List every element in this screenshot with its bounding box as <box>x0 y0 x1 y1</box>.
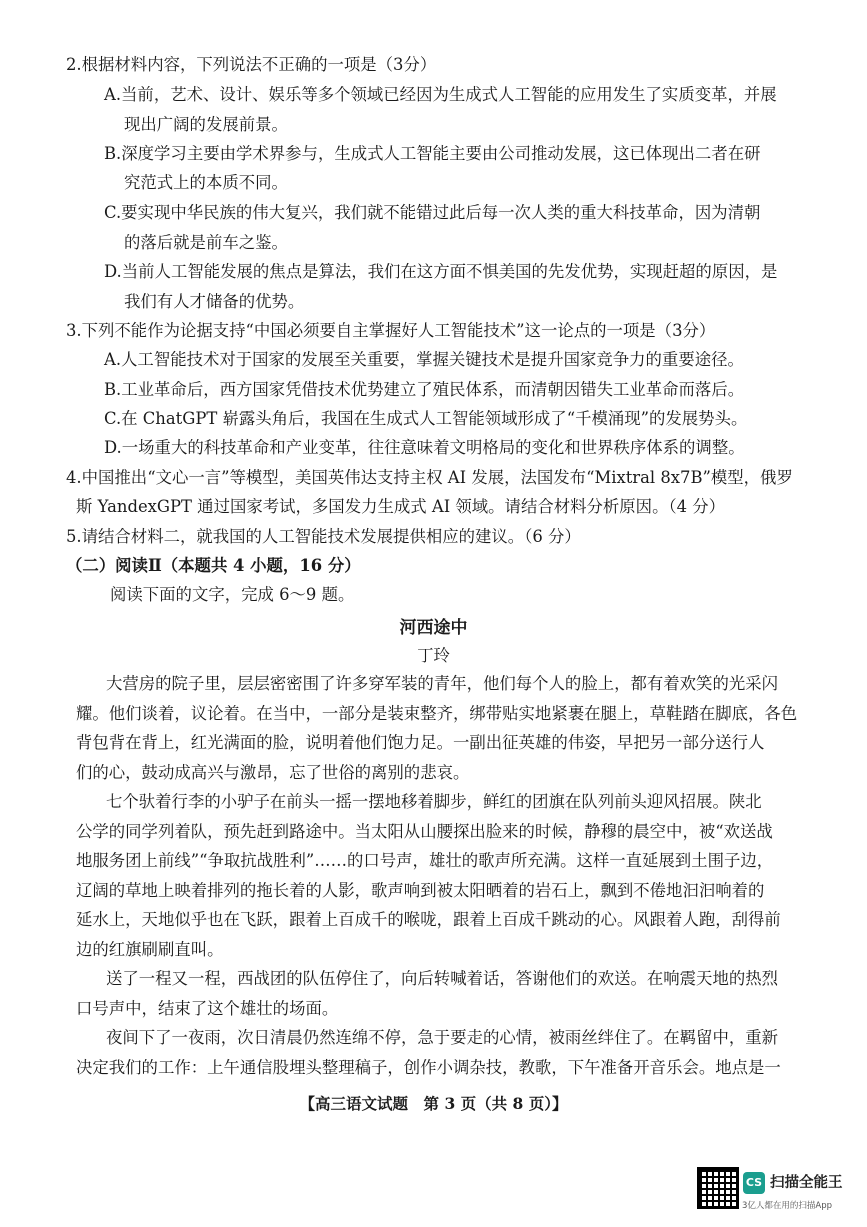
q2-option-b-cont: 究范式上的本质不同。 <box>124 173 288 192</box>
article-p1-line: 大营房的院子里，层层密密围了许多穿军装的青年，他们每个人的脸上，都有着欢笑的光采闪 <box>106 674 779 693</box>
camscanner-slogan: 3亿人都在用的扫描App <box>742 1201 833 1211</box>
article-p2-line: 辽阔的草地上映着排列的拖长着的人影，歌声响到被太阳晒着的岩石上，飘到不倦地汩汩响着的 <box>76 881 765 900</box>
camscanner-logo-icon: CS <box>743 1172 765 1194</box>
q3-option-b: B.工业革命后，西方国家凭借技术优势建立了殖民体系，而清朝因错失工业革命而落后。 <box>104 380 745 399</box>
camscanner-name: 扫描全能王 <box>770 1175 843 1191</box>
article-p1-line: 耀。他们谈着，议论着。在当中，一部分是装束整齐，绑带贴实地紧裹在腿上，草鞋踏在脚底，各色 <box>76 704 798 723</box>
q2-option-d-cont: 我们有人才储备的优势。 <box>124 292 305 311</box>
q3-option-d: D.一场重大的科技革命和产业变革，往往意味着文明格局的变化和世界秩序体系的调整。 <box>104 438 745 457</box>
q2-option-d: D.当前人工智能发展的焦点是算法，我们在这方面不惧美国的先发优势，实现赶超的原因，是 <box>104 262 778 281</box>
q3-option-a: A.人工智能技术对于国家的发展至关重要，掌握关键技术是提升国家竞争力的重要途径。 <box>104 350 744 369</box>
q5-stem: 5.请结合材料二，就我国的人工智能技术发展提供相应的建议。（6 分） <box>66 527 581 546</box>
article-author: 丁玲 <box>417 646 450 665</box>
q2-option-a: A.当前，艺术、设计、娱乐等多个领域已经因为生成式人工智能的应用发生了实质变革，并展 <box>104 85 777 104</box>
article-title: 河西途中 <box>399 618 468 638</box>
article-p2-line: 公学的同学列着队，预先赶到路途中。当太阳从山腰探出脸来的时候，静穆的晨空中，被“欢送战 <box>76 822 773 841</box>
q4-stem-cont: 斯 YandexGPT 通过国家考试，多国发力生成式 AI 领域。请结合材料分析原因。（4 分） <box>76 497 726 516</box>
q2-option-c-cont: 的落后就是前车之鉴。 <box>124 233 288 252</box>
article-p2-line: 七个驮着行李的小驴子在前头一摇一摆地移着脚步，鲜红的团旗在队列前头迎风招展。陕北 <box>106 792 762 811</box>
q2-option-c: C.要实现中华民族的伟大复兴，我们就不能错过此后每一次人类的重大科技革命，因为清朝 <box>104 203 761 222</box>
page-footer: 【高三语文试题 第 3 页（共 8 页）】 <box>299 1094 568 1113</box>
qr-code-icon <box>697 1167 739 1209</box>
article-p2-line: 地服务团上前线”“争取抗战胜利”……的口号声，雄壮的歌声所充满。这样一直延展到土围子边， <box>76 851 774 870</box>
article-p2-line: 边的红旗刷刷直叫。 <box>76 940 224 959</box>
section-heading: （二）阅读Ⅱ（本题共 4 小题，16 分） <box>66 556 361 575</box>
article-p3-line: 口号声中，结束了这个雄壮的场面。 <box>76 999 339 1018</box>
section-instruction: 阅读下面的文字，完成 6～9 题。 <box>110 585 355 604</box>
article-p4-line: 夜间下了一夜雨，次日清晨仍然连绵不停，急于要走的心情，被雨丝绊住了。在羁留中，重新 <box>106 1028 779 1047</box>
q2-option-a-cont: 现出广阔的发展前景。 <box>124 115 288 134</box>
article-p1-line: 背包背在背上，红光满面的脸，说明着他们饱力足。一副出征英雄的伟姿，早把另一部分送行人 <box>76 733 765 752</box>
article-p2-line: 延水上，天地似乎也在飞跃，跟着上百成千的喉咙，跟着上百成千跳动的心。风跟着人跑，刮得前 <box>76 910 781 929</box>
article-p3-line: 送了一程又一程，西战团的队伍停住了，向后转喊着话，答谢他们的欢送。在响震天地的热烈 <box>106 969 779 988</box>
q4-stem: 4.中国推出“文心一言”等模型，美国英伟达支持主权 AI 发展，法国发布“Mixtral 8x7B”模型，俄罗 <box>66 468 793 487</box>
article-p1-line: 们的心，鼓动成高兴与激昂，忘了世俗的离别的悲哀。 <box>76 763 470 782</box>
q2-stem: 2.根据材料内容，下列说法不正确的一项是（3分） <box>66 55 437 74</box>
q2-option-b: B.深度学习主要由学术界参与，生成式人工智能主要由公司推动发展，这已体现出二者在研 <box>104 144 761 163</box>
q3-stem: 3.下列不能作为论据支持“中国必须要自主掌握好人工智能技术”这一论点的一项是（3分） <box>66 321 716 340</box>
article-p4-line: 决定我们的工作：上午通信股埋头整理稿子，创作小调杂技，教歌，下午准备开音乐会。地点是一 <box>76 1058 781 1077</box>
q3-option-c: C.在 ChatGPT 崭露头角后，我国在生成式人工智能领域形成了“千模涌现”的发展势头。 <box>104 409 748 428</box>
